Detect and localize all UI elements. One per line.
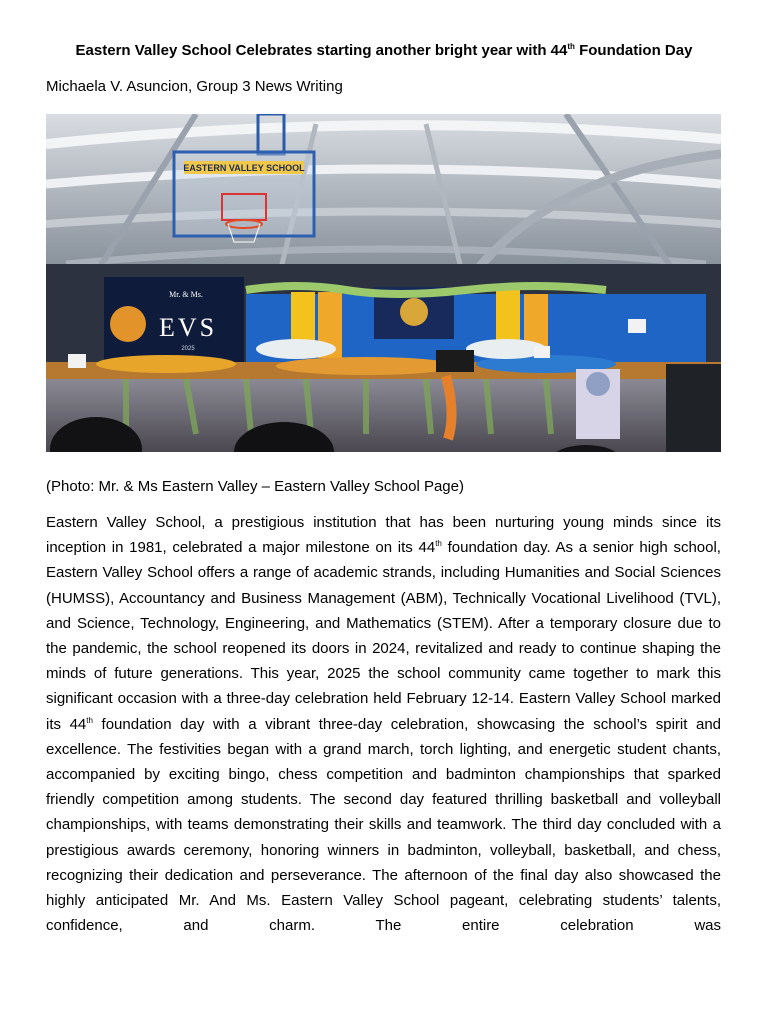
title-superscript: th <box>567 42 575 51</box>
article-title <box>46 41 722 61</box>
banner-big-text: EVS <box>158 313 218 342</box>
backboard-text: EASTERN VALLEY SCHOOL <box>183 163 305 173</box>
body-text-1: Eastern Valley School, a prestigious institution that has been nurturing young minds since its inception in 1981, celebrated a major milestone on its 44 <box>46 514 721 557</box>
article-photo <box>46 114 721 452</box>
banner-year-text: 2025 <box>181 346 195 352</box>
stage-photo-illustration <box>46 114 721 452</box>
body-text-2: foundation day. As a senior high school, Eastern Valley School offers a range of academic strands, including Humanities and Social Sciences (HUMSS), Accountancy and Business Management (ABM), Technically Vocational Livelihood (TVL), and Science, Technology, Engineering, and Mathematics (STEM). After a temporary closure due to the pandemic, the school reopened its doors in 2024, revitalized and ready to continue shaping the minds of future generations. This year, 2025 the school community came together to mark this significant occasion with a three-day celebration held February 12-14. Eastern Valley School marked its 44 <box>46 539 721 733</box>
body-superscript-1: th <box>435 539 442 549</box>
byline: Michaela V. Asuncion, Group 3 News Writing <box>46 78 343 95</box>
body-text-3: foundation day with a vibrant three-day celebration, showcasing the school’s spirit and excellence. The festivities began with a grand march, torch lighting, and energetic student chants, accompanied by exciting bingo, chess competition and badminton championships that sparked friendly competition among students. The second day featured thrilling basketball and volleyball championships, with teams demonstrating their skills and teamwork. The third day concluded with a prestigious awards ceremony, honoring winners in badminton, volleyball, basketball, and chess, recognizing their dedication and perseverance. The afternoon of the final day also showcased the highly anticipated Mr. And Ms. Eastern Valley School pageant, celebrating students’ talents, confidence, and charm. The entire celebration was <box>46 715 722 935</box>
banner-small-text: Mr. & Ms. <box>169 290 203 299</box>
article-body <box>46 510 721 938</box>
body-superscript-2: th <box>86 715 93 725</box>
title-text-end: Foundation Day <box>574 42 693 59</box>
photo-caption: (Photo: Mr. & Ms Eastern Valley – Eastern Valley School Page) <box>46 478 464 495</box>
title-text: Eastern Valley School Celebrates starting another bright year with 44 <box>75 42 568 59</box>
